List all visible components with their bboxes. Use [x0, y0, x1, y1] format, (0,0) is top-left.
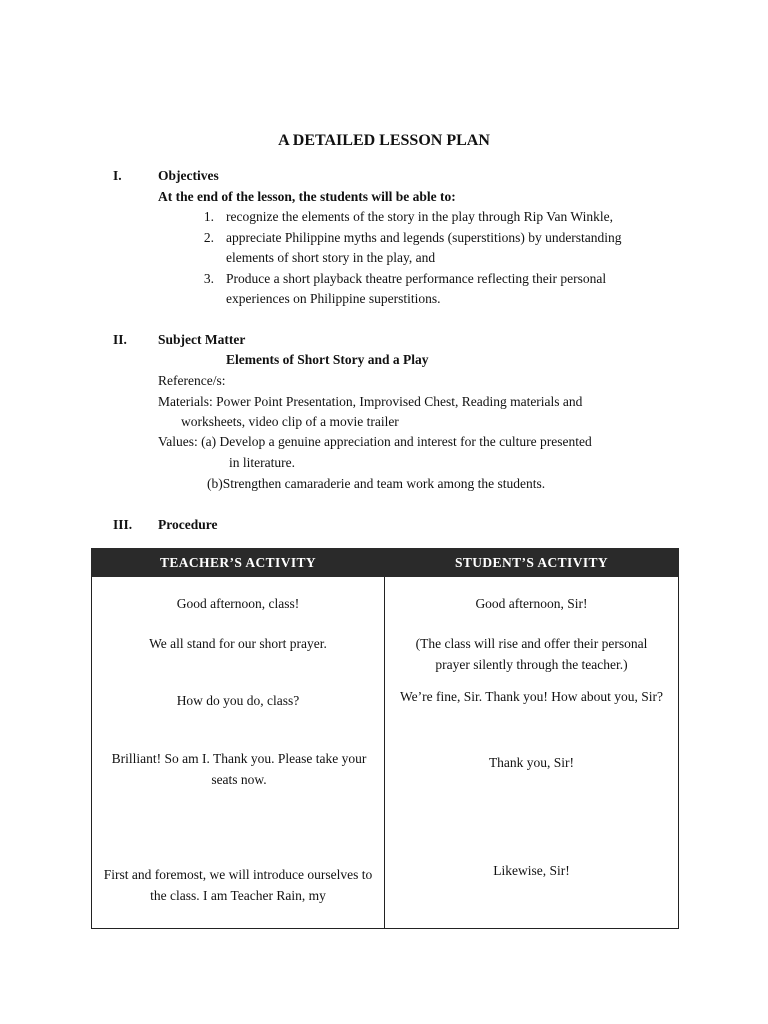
objective-number: 1.: [203, 209, 214, 224]
objective-text: appreciate Philippine myths and legends (superstitions) by understanding: [226, 230, 622, 245]
teacher-line: How do you do, class?: [176, 693, 300, 708]
section-numeral-objectives: I.: [113, 168, 122, 183]
objective-text: Produce a short playback theatre performance reflecting their personal: [226, 271, 607, 286]
section-heading-procedure: Procedure: [158, 517, 218, 532]
values-text: Values: (a) Develop a genuine appreciation and interest for the culture presented: [158, 434, 592, 449]
student-line: Likewise, Sir!: [493, 863, 570, 878]
student-activity-column: [385, 577, 679, 929]
student-line: We’re fine, Sir. Thank you! How about you, Sir?: [400, 689, 663, 704]
table-row: [92, 577, 679, 929]
procedure-table: [91, 548, 679, 929]
teacher-activity-column: [92, 577, 385, 929]
student-activity-header: STUDENT’S ACTIVITY: [385, 549, 679, 577]
teacher-line: Good afternoon, class!: [176, 596, 300, 611]
student-line: (The class will rise and offer their personal prayer silently through the teacher.): [415, 636, 648, 672]
materials-text: Materials: Power Point Presentation, Improvised Chest, Reading materials and: [158, 394, 583, 409]
values-text-continued: in literature.: [229, 455, 295, 470]
section-numeral-subject-matter: II.: [113, 332, 127, 347]
teacher-line: First and foremost, we will introduce ourselves to the class. I am Teacher Rain, my: [103, 867, 373, 903]
teacher-activity-header: TEACHER’S ACTIVITY: [92, 549, 385, 577]
page-title: A DETAILED LESSON PLAN: [278, 132, 490, 149]
objective-text-continued: elements of short story in the play, and: [226, 250, 436, 265]
objective-number: 2.: [203, 230, 214, 245]
objective-number: 3.: [203, 271, 214, 286]
objectives-intro: At the end of the lesson, the students will be able to:: [158, 189, 456, 204]
objective-text: recognize the elements of the story in the play through Rip Van Winkle,: [226, 209, 613, 224]
student-line: Good afternoon, Sir!: [475, 596, 588, 611]
materials-text-continued: worksheets, video clip of a movie trailer: [181, 414, 399, 429]
section-heading-objectives: Objectives: [158, 168, 219, 183]
table-header-row: [92, 549, 679, 577]
section-heading-subject-matter: Subject Matter: [158, 332, 246, 347]
references-label: Reference/s:: [158, 373, 226, 388]
teacher-line: Brilliant! So am I. Thank you. Please take your seats now.: [111, 751, 367, 787]
values-text-b: (b)Strengthen camaraderie and team work among the students.: [207, 476, 546, 491]
student-line: Thank you, Sir!: [488, 755, 575, 770]
section-numeral-procedure: III.: [113, 517, 133, 532]
subject-topic: Elements of Short Story and a Play: [226, 352, 429, 367]
teacher-line: We all stand for our short prayer.: [149, 636, 327, 651]
objective-text-continued: experiences on Philippine superstitions.: [226, 291, 441, 306]
